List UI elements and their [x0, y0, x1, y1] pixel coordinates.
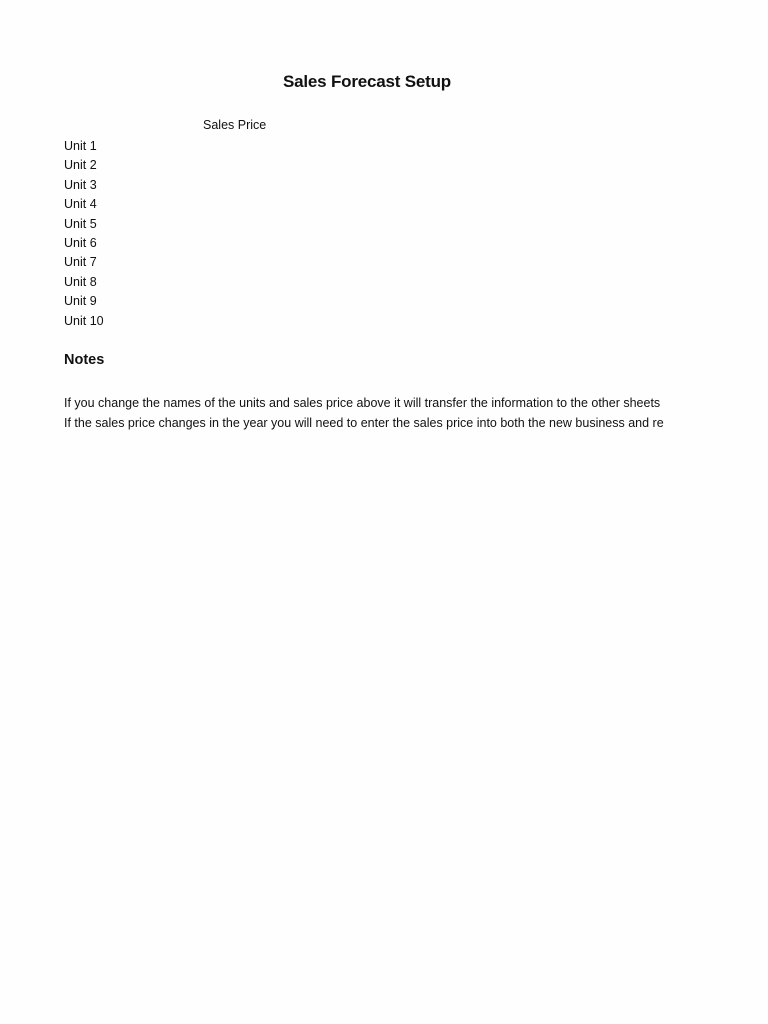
unit-row[interactable]: Unit 9 [64, 294, 97, 309]
unit-row[interactable]: Unit 8 [64, 274, 97, 289]
unit-row[interactable]: Unit 4 [64, 197, 97, 212]
unit-row[interactable]: Unit 7 [64, 255, 97, 270]
unit-row[interactable]: Unit 5 [64, 216, 97, 231]
sales-price-column-header: Sales Price [203, 118, 267, 132]
notes-heading: Notes [64, 352, 105, 368]
notes-section [64, 393, 673, 433]
unit-row[interactable]: Unit 2 [64, 158, 97, 173]
unit-row[interactable]: Unit 3 [64, 177, 97, 192]
units-list [64, 137, 104, 331]
note-line: If the sales price changes in the year you will need to enter the sales price into both the new business and re [64, 416, 664, 430]
unit-row[interactable]: Unit 6 [64, 235, 97, 250]
unit-row[interactable]: Unit 10 [64, 313, 104, 328]
page-title: Sales Forecast Setup [283, 72, 451, 91]
note-line: If you change the names of the units and sales price above it will transfer the information to the other sheets [64, 396, 661, 410]
unit-row[interactable]: Unit 1 [64, 139, 97, 153]
